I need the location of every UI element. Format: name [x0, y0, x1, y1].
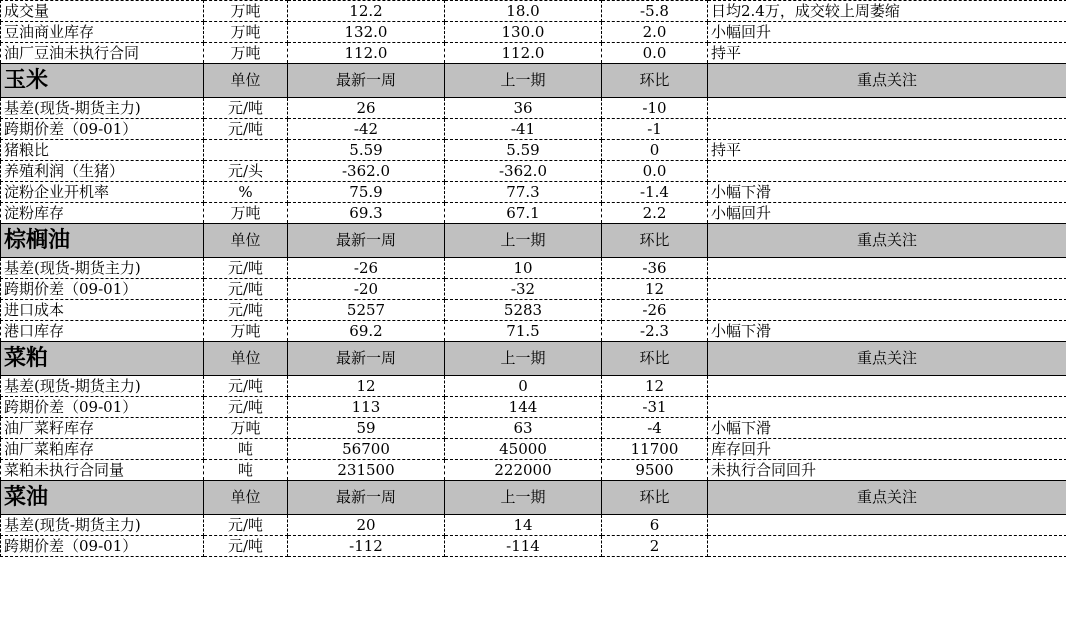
- unit-cell: %: [204, 182, 288, 203]
- table-row: [1, 300, 1066, 321]
- change-cell: -36: [602, 258, 708, 279]
- latest-value-cell: 5.59: [288, 140, 445, 161]
- note-cell: [708, 536, 1066, 557]
- previous-value-cell: 5283: [445, 300, 602, 321]
- latest-value-cell: 5257: [288, 300, 445, 321]
- note-cell: [708, 515, 1066, 536]
- change-cell: -1: [602, 119, 708, 140]
- latest-value-cell: 12.2: [288, 1, 445, 22]
- change-cell: -5.8: [602, 1, 708, 22]
- row-name-cell: 基差(现货-期货主力): [1, 258, 204, 279]
- table-row: [1, 279, 1066, 300]
- change-cell: -31: [602, 397, 708, 418]
- change-cell: 0.0: [602, 43, 708, 64]
- table-row: [1, 161, 1066, 182]
- note-cell: [708, 119, 1066, 140]
- header-unit: 单位: [204, 224, 288, 258]
- table-row: [1, 182, 1066, 203]
- unit-cell: 元/吨: [204, 119, 288, 140]
- change-cell: 2: [602, 536, 708, 557]
- header-latest-week: 最新一周: [288, 224, 445, 258]
- latest-value-cell: 59: [288, 418, 445, 439]
- row-name-cell: 基差(现货-期货主力): [1, 515, 204, 536]
- note-cell: [708, 376, 1066, 397]
- row-name-cell: 油厂豆油未执行合同: [1, 43, 204, 64]
- latest-value-cell: 132.0: [288, 22, 445, 43]
- previous-value-cell: 67.1: [445, 203, 602, 224]
- unit-cell: 元/吨: [204, 536, 288, 557]
- row-name-cell: 淀粉企业开机率: [1, 182, 204, 203]
- change-cell: -10: [602, 98, 708, 119]
- latest-value-cell: -42: [288, 119, 445, 140]
- change-cell: 6: [602, 515, 708, 536]
- section-title: 玉米: [1, 64, 204, 98]
- unit-cell: 万吨: [204, 203, 288, 224]
- latest-value-cell: 231500: [288, 460, 445, 481]
- table-row: [1, 22, 1066, 43]
- latest-value-cell: -26: [288, 258, 445, 279]
- note-cell: 未执行合同回升: [708, 460, 1066, 481]
- previous-value-cell: -32: [445, 279, 602, 300]
- change-cell: -4: [602, 418, 708, 439]
- unit-cell: 吨: [204, 460, 288, 481]
- table-row: [1, 515, 1066, 536]
- previous-value-cell: 45000: [445, 439, 602, 460]
- row-name-cell: 跨期价差（09-01）: [1, 397, 204, 418]
- header-previous: 上一期: [445, 64, 602, 98]
- row-name-cell: 养殖利润（生猪）: [1, 161, 204, 182]
- row-name-cell: 成交量: [1, 1, 204, 22]
- note-cell: [708, 279, 1066, 300]
- table-body: [1, 1, 1066, 557]
- unit-cell: 吨: [204, 439, 288, 460]
- section-header-row: [1, 481, 1066, 515]
- unit-cell: 万吨: [204, 1, 288, 22]
- latest-value-cell: 12: [288, 376, 445, 397]
- unit-cell: 元/吨: [204, 300, 288, 321]
- row-name-cell: 豆油商业库存: [1, 22, 204, 43]
- previous-value-cell: 63: [445, 418, 602, 439]
- unit-cell: 万吨: [204, 22, 288, 43]
- row-name-cell: 跨期价差（09-01）: [1, 279, 204, 300]
- section-header-row: [1, 342, 1066, 376]
- latest-value-cell: -20: [288, 279, 445, 300]
- table-row: [1, 43, 1066, 64]
- row-name-cell: 基差(现货-期货主力): [1, 376, 204, 397]
- table-row: [1, 460, 1066, 481]
- previous-value-cell: 10: [445, 258, 602, 279]
- latest-value-cell: -112: [288, 536, 445, 557]
- header-unit: 单位: [204, 64, 288, 98]
- note-cell: [708, 397, 1066, 418]
- row-name-cell: 淀粉库存: [1, 203, 204, 224]
- header-change: 环比: [602, 342, 708, 376]
- table-row: [1, 140, 1066, 161]
- latest-value-cell: 69.2: [288, 321, 445, 342]
- unit-cell: 万吨: [204, 321, 288, 342]
- row-name-cell: 油厂菜籽库存: [1, 418, 204, 439]
- header-change: 环比: [602, 481, 708, 515]
- table-row: [1, 203, 1066, 224]
- change-cell: 0: [602, 140, 708, 161]
- previous-value-cell: 71.5: [445, 321, 602, 342]
- table-row: [1, 397, 1066, 418]
- header-focus: 重点关注: [708, 224, 1066, 258]
- table-row: [1, 536, 1066, 557]
- previous-value-cell: 0: [445, 376, 602, 397]
- row-name-cell: 油厂菜粕库存: [1, 439, 204, 460]
- note-cell: 小幅回升: [708, 22, 1066, 43]
- unit-cell: 元/吨: [204, 397, 288, 418]
- header-latest-week: 最新一周: [288, 64, 445, 98]
- note-cell: 小幅下滑: [708, 182, 1066, 203]
- latest-value-cell: 75.9: [288, 182, 445, 203]
- header-previous: 上一期: [445, 481, 602, 515]
- header-latest-week: 最新一周: [288, 481, 445, 515]
- latest-value-cell: -362.0: [288, 161, 445, 182]
- previous-value-cell: -41: [445, 119, 602, 140]
- note-cell: 日均2.4万，成交较上周萎缩: [708, 1, 1066, 22]
- table-row: [1, 321, 1066, 342]
- unit-cell: 元/吨: [204, 376, 288, 397]
- latest-value-cell: 69.3: [288, 203, 445, 224]
- header-change: 环比: [602, 64, 708, 98]
- note-cell: 持平: [708, 140, 1066, 161]
- header-latest-week: 最新一周: [288, 342, 445, 376]
- change-cell: 12: [602, 279, 708, 300]
- change-cell: 9500: [602, 460, 708, 481]
- previous-value-cell: 112.0: [445, 43, 602, 64]
- section-title: 棕榈油: [1, 224, 204, 258]
- note-cell: 小幅下滑: [708, 321, 1066, 342]
- unit-cell: 元/吨: [204, 279, 288, 300]
- row-name-cell: 跨期价差（09-01）: [1, 119, 204, 140]
- previous-value-cell: 222000: [445, 460, 602, 481]
- unit-cell: 元/吨: [204, 515, 288, 536]
- table-row: [1, 418, 1066, 439]
- latest-value-cell: 112.0: [288, 43, 445, 64]
- previous-value-cell: 144: [445, 397, 602, 418]
- unit-cell: [204, 140, 288, 161]
- header-focus: 重点关注: [708, 481, 1066, 515]
- row-name-cell: 港口库存: [1, 321, 204, 342]
- table-row: [1, 1, 1066, 22]
- section-title: 菜油: [1, 481, 204, 515]
- change-cell: 0.0: [602, 161, 708, 182]
- note-cell: [708, 258, 1066, 279]
- row-name-cell: 跨期价差（09-01）: [1, 536, 204, 557]
- section-title: 菜粕: [1, 342, 204, 376]
- previous-value-cell: 77.3: [445, 182, 602, 203]
- note-cell: [708, 161, 1066, 182]
- table-row: [1, 439, 1066, 460]
- note-cell: 库存回升: [708, 439, 1066, 460]
- unit-cell: 元/吨: [204, 258, 288, 279]
- change-cell: 12: [602, 376, 708, 397]
- header-previous: 上一期: [445, 224, 602, 258]
- previous-value-cell: -114: [445, 536, 602, 557]
- table-row: [1, 98, 1066, 119]
- header-unit: 单位: [204, 481, 288, 515]
- row-name-cell: 进口成本: [1, 300, 204, 321]
- unit-cell: 元/头: [204, 161, 288, 182]
- previous-value-cell: -362.0: [445, 161, 602, 182]
- header-change: 环比: [602, 224, 708, 258]
- latest-value-cell: 113: [288, 397, 445, 418]
- previous-value-cell: 130.0: [445, 22, 602, 43]
- header-focus: 重点关注: [708, 64, 1066, 98]
- table-row: [1, 376, 1066, 397]
- unit-cell: 元/吨: [204, 98, 288, 119]
- note-cell: 小幅下滑: [708, 418, 1066, 439]
- section-header-row: [1, 224, 1066, 258]
- note-cell: 持平: [708, 43, 1066, 64]
- section-header-row: [1, 64, 1066, 98]
- row-name-cell: 菜粕未执行合同量: [1, 460, 204, 481]
- header-unit: 单位: [204, 342, 288, 376]
- previous-value-cell: 18.0: [445, 1, 602, 22]
- note-cell: 小幅回升: [708, 203, 1066, 224]
- note-cell: [708, 300, 1066, 321]
- change-cell: 2.2: [602, 203, 708, 224]
- change-cell: -1.4: [602, 182, 708, 203]
- header-previous: 上一期: [445, 342, 602, 376]
- previous-value-cell: 5.59: [445, 140, 602, 161]
- latest-value-cell: 20: [288, 515, 445, 536]
- row-name-cell: 基差(现货-期货主力): [1, 98, 204, 119]
- unit-cell: 万吨: [204, 43, 288, 64]
- header-focus: 重点关注: [708, 342, 1066, 376]
- latest-value-cell: 56700: [288, 439, 445, 460]
- previous-value-cell: 36: [445, 98, 602, 119]
- table-row: [1, 119, 1066, 140]
- unit-cell: 万吨: [204, 418, 288, 439]
- row-name-cell: 猪粮比: [1, 140, 204, 161]
- latest-value-cell: 26: [288, 98, 445, 119]
- change-cell: 2.0: [602, 22, 708, 43]
- change-cell: -2.3: [602, 321, 708, 342]
- change-cell: 11700: [602, 439, 708, 460]
- table-row: [1, 258, 1066, 279]
- previous-value-cell: 14: [445, 515, 602, 536]
- note-cell: [708, 98, 1066, 119]
- change-cell: -26: [602, 300, 708, 321]
